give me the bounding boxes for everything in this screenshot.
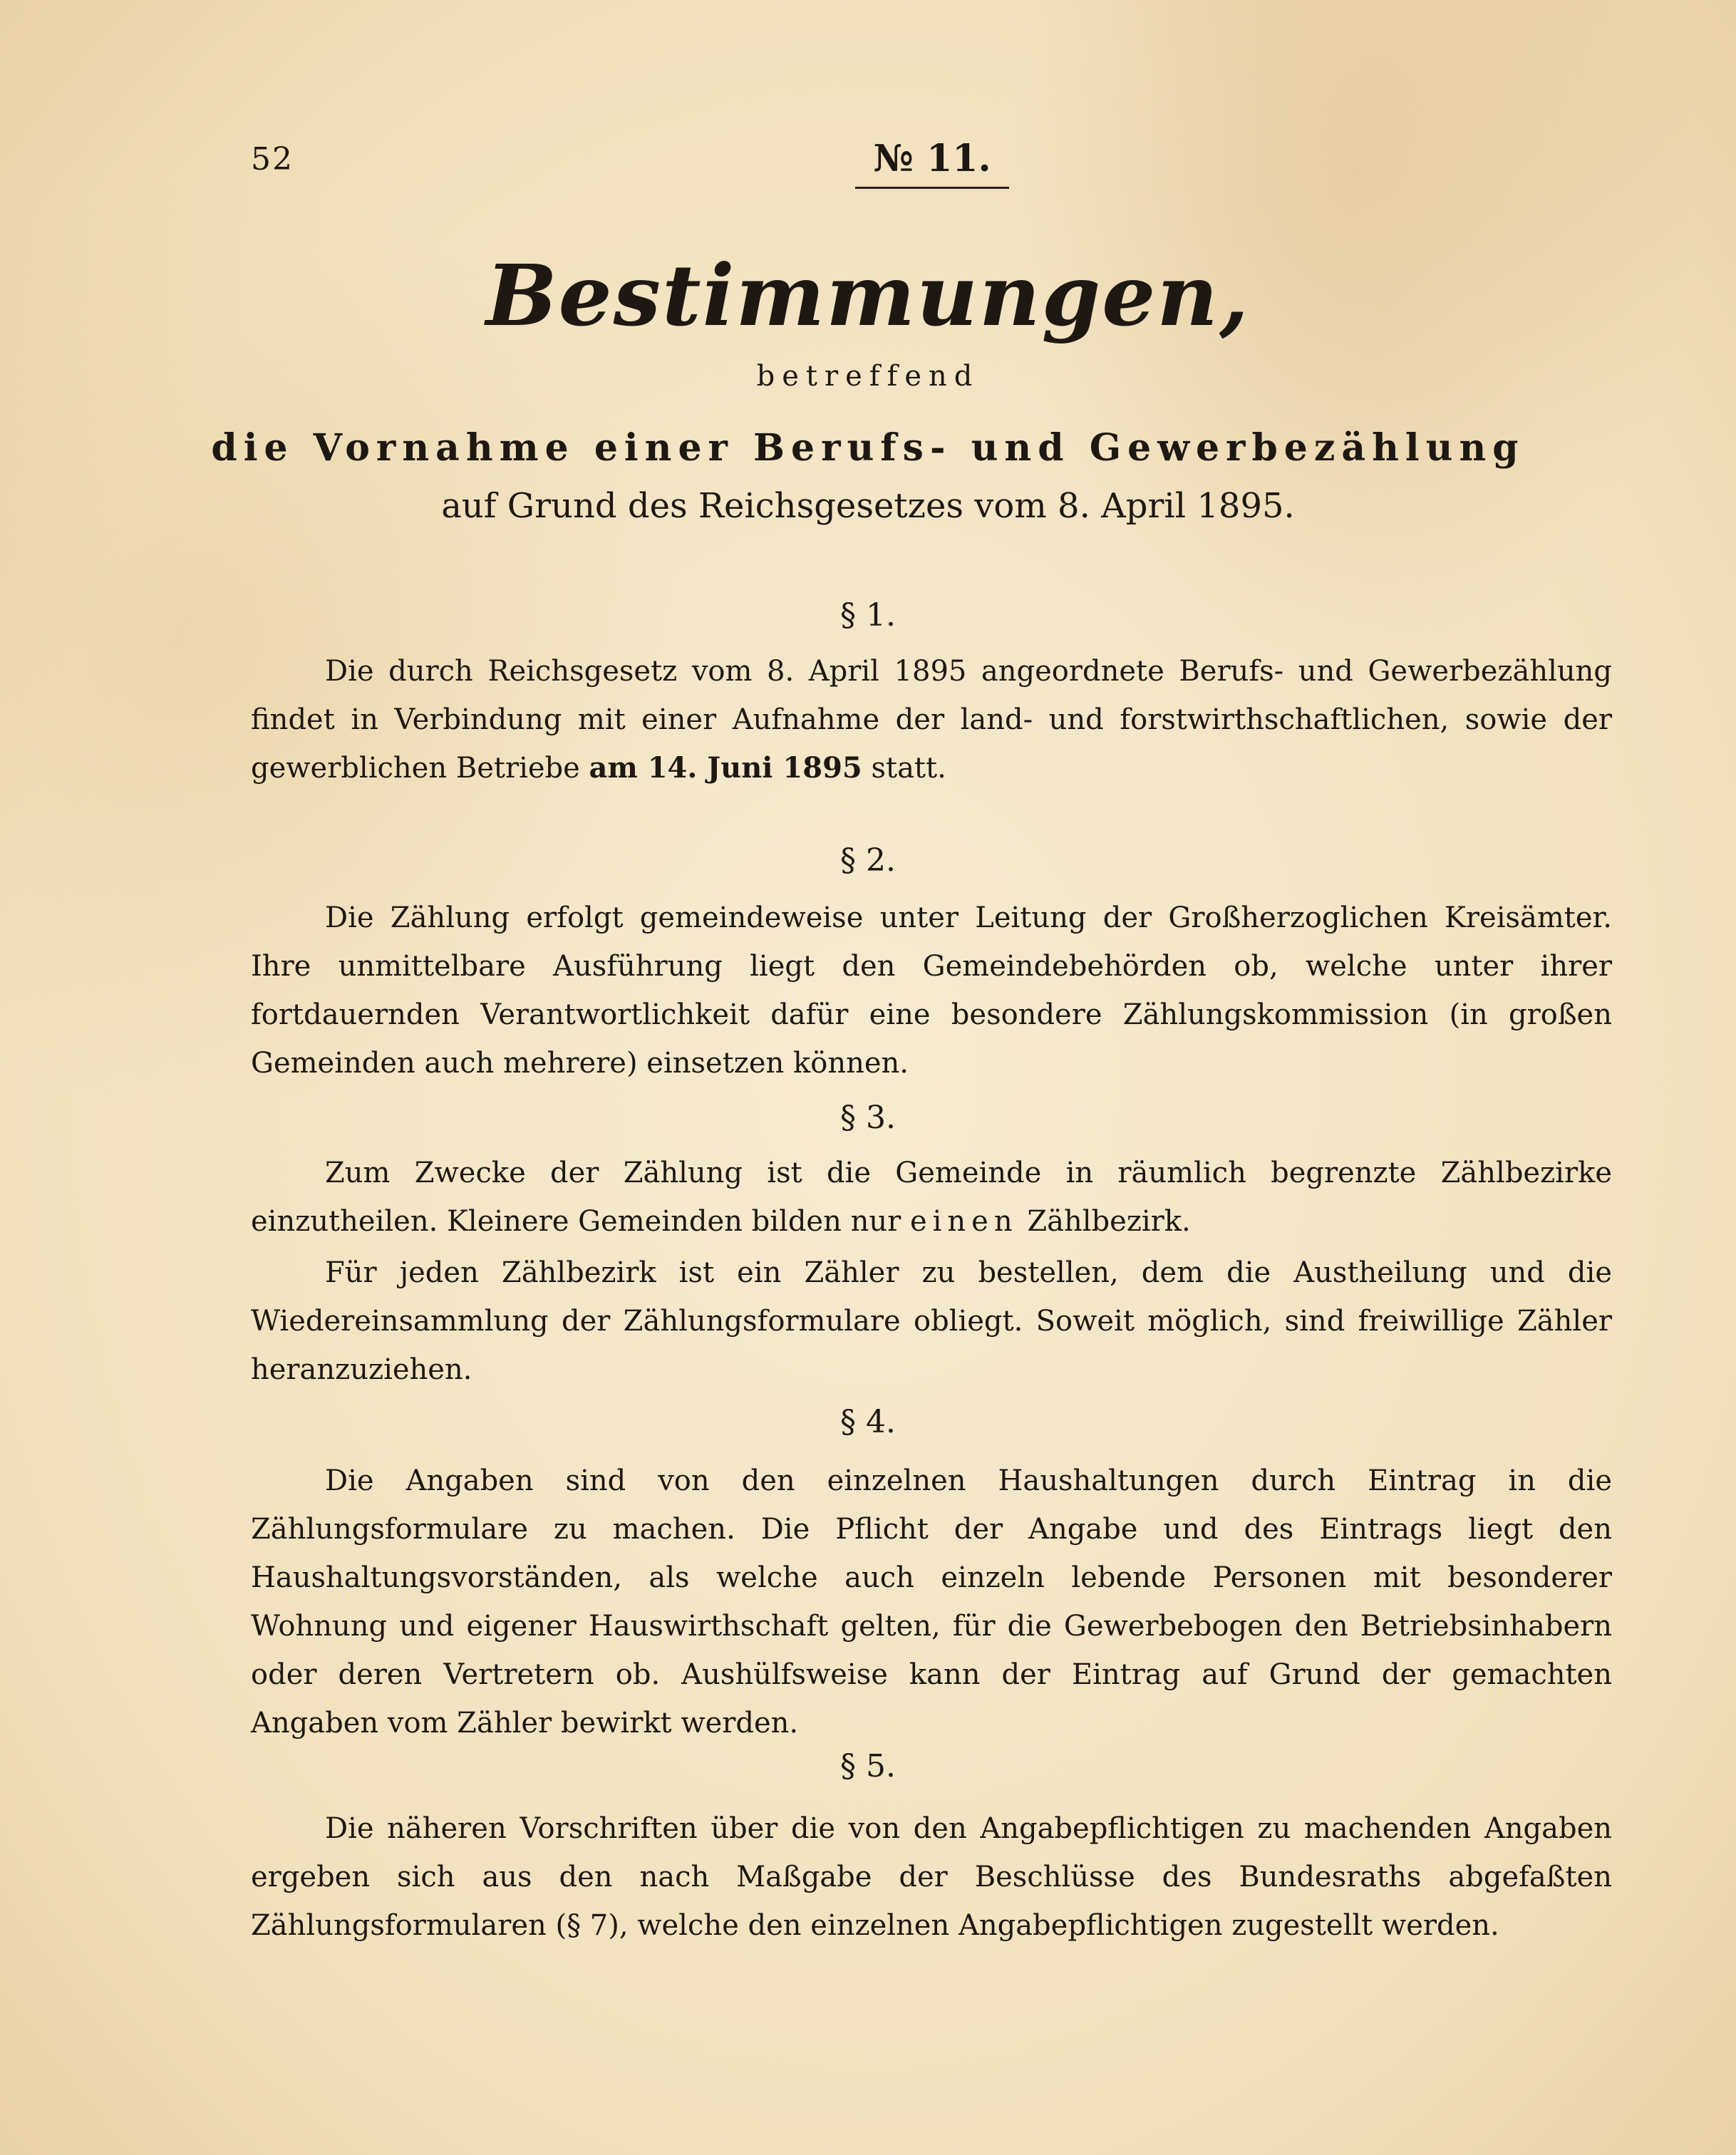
section-3-text-b: Zählbezirk. [1018,1205,1191,1238]
section-3-paragraph-1 [251,1149,1612,1246]
section-3-emphasis: einen [909,1205,1018,1238]
section-3-text-a: Zum Zwecke der Zählung ist die Gemeinde in räumlich begrenzte Zählbezirke einzutheilen. Kleinere Gemeinden bilden nur [251,1157,1612,1238]
issue-number: № 11. [873,137,991,180]
section-1-heading: § 1. [840,597,896,634]
section-1-text-a: Die durch Reichsgesetz vom 8. April 1895 angeordnete Berufs- und Gewerbezählung findet in Verbindung mit einer Aufnahme der land- und forstwirthschaftlichen, sowie der gewerblichen Betriebe [251,655,1612,785]
section-3-paragraph-2: Für jeden Zählbezirk ist ein Zähler zu bestellen, dem die Austheilung und die Wiedereinsammlung der Zählungsformulare obliegt. Soweit möglich, sind freiwillige Zähler heranzuziehen. [251,1256,1612,1386]
section-1-text-b: statt. [862,752,946,785]
section-1-paragraph [251,647,1612,792]
section-2-paragraph: Die Zählung erfolgt gemeindeweise unter Leitung der Großherzoglichen Kreisämter. Ihre unmittelbare Ausführung liegt den Gemeindebehörden ob, welche unter ihrer fortdauernden Verantwortlichkeit dafür eine besondere Zählungskommission (in großen Gemeinden auch mehrere) einsetzen können. [251,901,1612,1080]
subtitle-betreffend: betreffend [756,360,980,393]
section-5-paragraph: Die näheren Vorschriften über die von den Angabepflichtigen zu machenden Angaben ergeben sich aus den nach Maßgabe der Beschlüsse des Bundesraths abgefaßten Zählungsformularen (§ 7), welche den einzelnen Angabepflichtigen zugestellt werden. [251,1812,1612,1942]
page-number: 52 [251,141,294,177]
section-4-paragraph: Die Angaben sind von den einzelnen Haushaltungen durch Eintrag in die Zählungsformulare zu machen. Die Pflicht der Angabe und des Eintrags liegt den Haushaltungsvorständen, als welche auch einzeln lebende Personen mit besonderer Wohnung und eigener Hauswirthschaft gelten, für die Gewerbebogen den Betriebsinhabern oder deren Vertretern ob. Aushülfsweise kann der Eintrag auf Grund der gemachten Angaben vom Zähler bewirkt werden. [251,1464,1612,1740]
section-4-heading: § 4. [840,1404,896,1440]
document-title: Bestimmungen, [485,246,1251,345]
section-5-heading: § 5. [840,1748,896,1784]
section-1-date: am 14. Juni 1895 [589,751,862,785]
section-3-heading: § 3. [840,1100,896,1136]
section-2-heading: § 2. [840,842,896,879]
subtitle-legal-basis: auf Grund des Reichsgesetzes vom 8. April 1895. [441,486,1295,526]
issue-underline [855,187,1009,189]
subtitle-subject: die Vornahme einer Berufs- und Gewerbezählung [211,426,1525,470]
